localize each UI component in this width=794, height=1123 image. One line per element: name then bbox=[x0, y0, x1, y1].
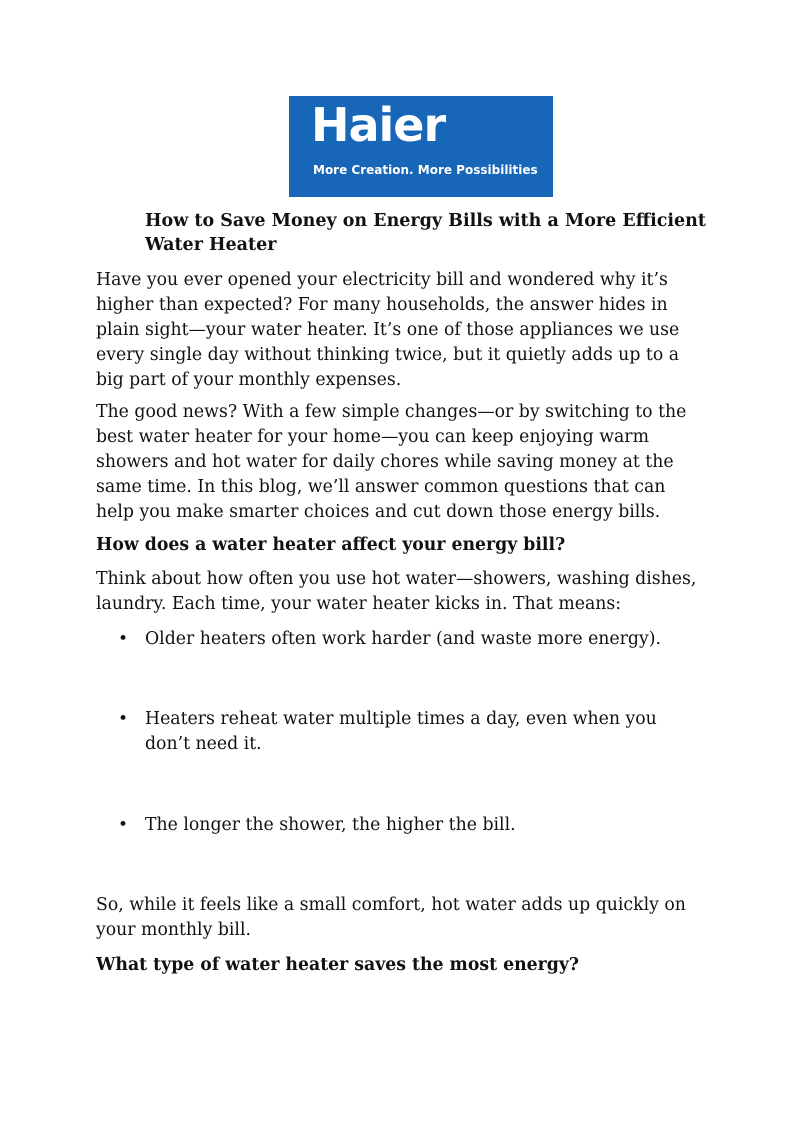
intro-paragraph-1: Have you ever opened your electricity bill and wondered why it’s higher than expected? For many households, the answer hides in plain sight—your water heater. It’s one of those appliances we use every single day without thinking twice, but it quietly adds up to a big part of your monthly expenses. bbox=[96, 270, 680, 390]
list-item-text: The longer the shower, the higher the bill. bbox=[145, 815, 516, 835]
intro-paragraph-2: The good news? With a few simple changes—or by switching to the best water heater for your home—you can keep enjoying warm showers and hot water for daily chores while saving money at the same time. In this blog, we’ll answer common questions that can help you make smarter choices and cut down those energy bills. bbox=[96, 402, 687, 522]
section-1-paragraph: Think about how often you use hot water—showers, washing dishes, laundry. Each time, your water heater kicks in. That means: bbox=[96, 569, 697, 614]
haier-logo bbox=[289, 96, 553, 197]
bullet-icon: • bbox=[118, 709, 129, 729]
logo-wordmark: Haier bbox=[311, 98, 446, 152]
section-1-heading: How does a water heater affect your energy bill? bbox=[96, 535, 566, 555]
document-title: How to Save Money on Energy Bills with a More Efficient Water Heater bbox=[145, 211, 706, 255]
bullet-icon: • bbox=[118, 629, 129, 649]
logo-tagline: More Creation. More Possibilities bbox=[313, 163, 538, 177]
section-2-heading: What type of water heater saves the most energy? bbox=[96, 955, 580, 975]
list-item-text: Heaters reheat water multiple times a day, even when you don’t need it. bbox=[145, 709, 657, 754]
list-item-text: Older heaters often work harder (and waste more energy). bbox=[145, 629, 661, 649]
list-item bbox=[118, 707, 705, 757]
list-item bbox=[118, 813, 705, 838]
section-1-closing: So, while it feels like a small comfort, hot water adds up quickly on your monthly bill. bbox=[96, 895, 686, 940]
bullet-icon: • bbox=[118, 815, 129, 835]
list-item bbox=[118, 627, 705, 652]
